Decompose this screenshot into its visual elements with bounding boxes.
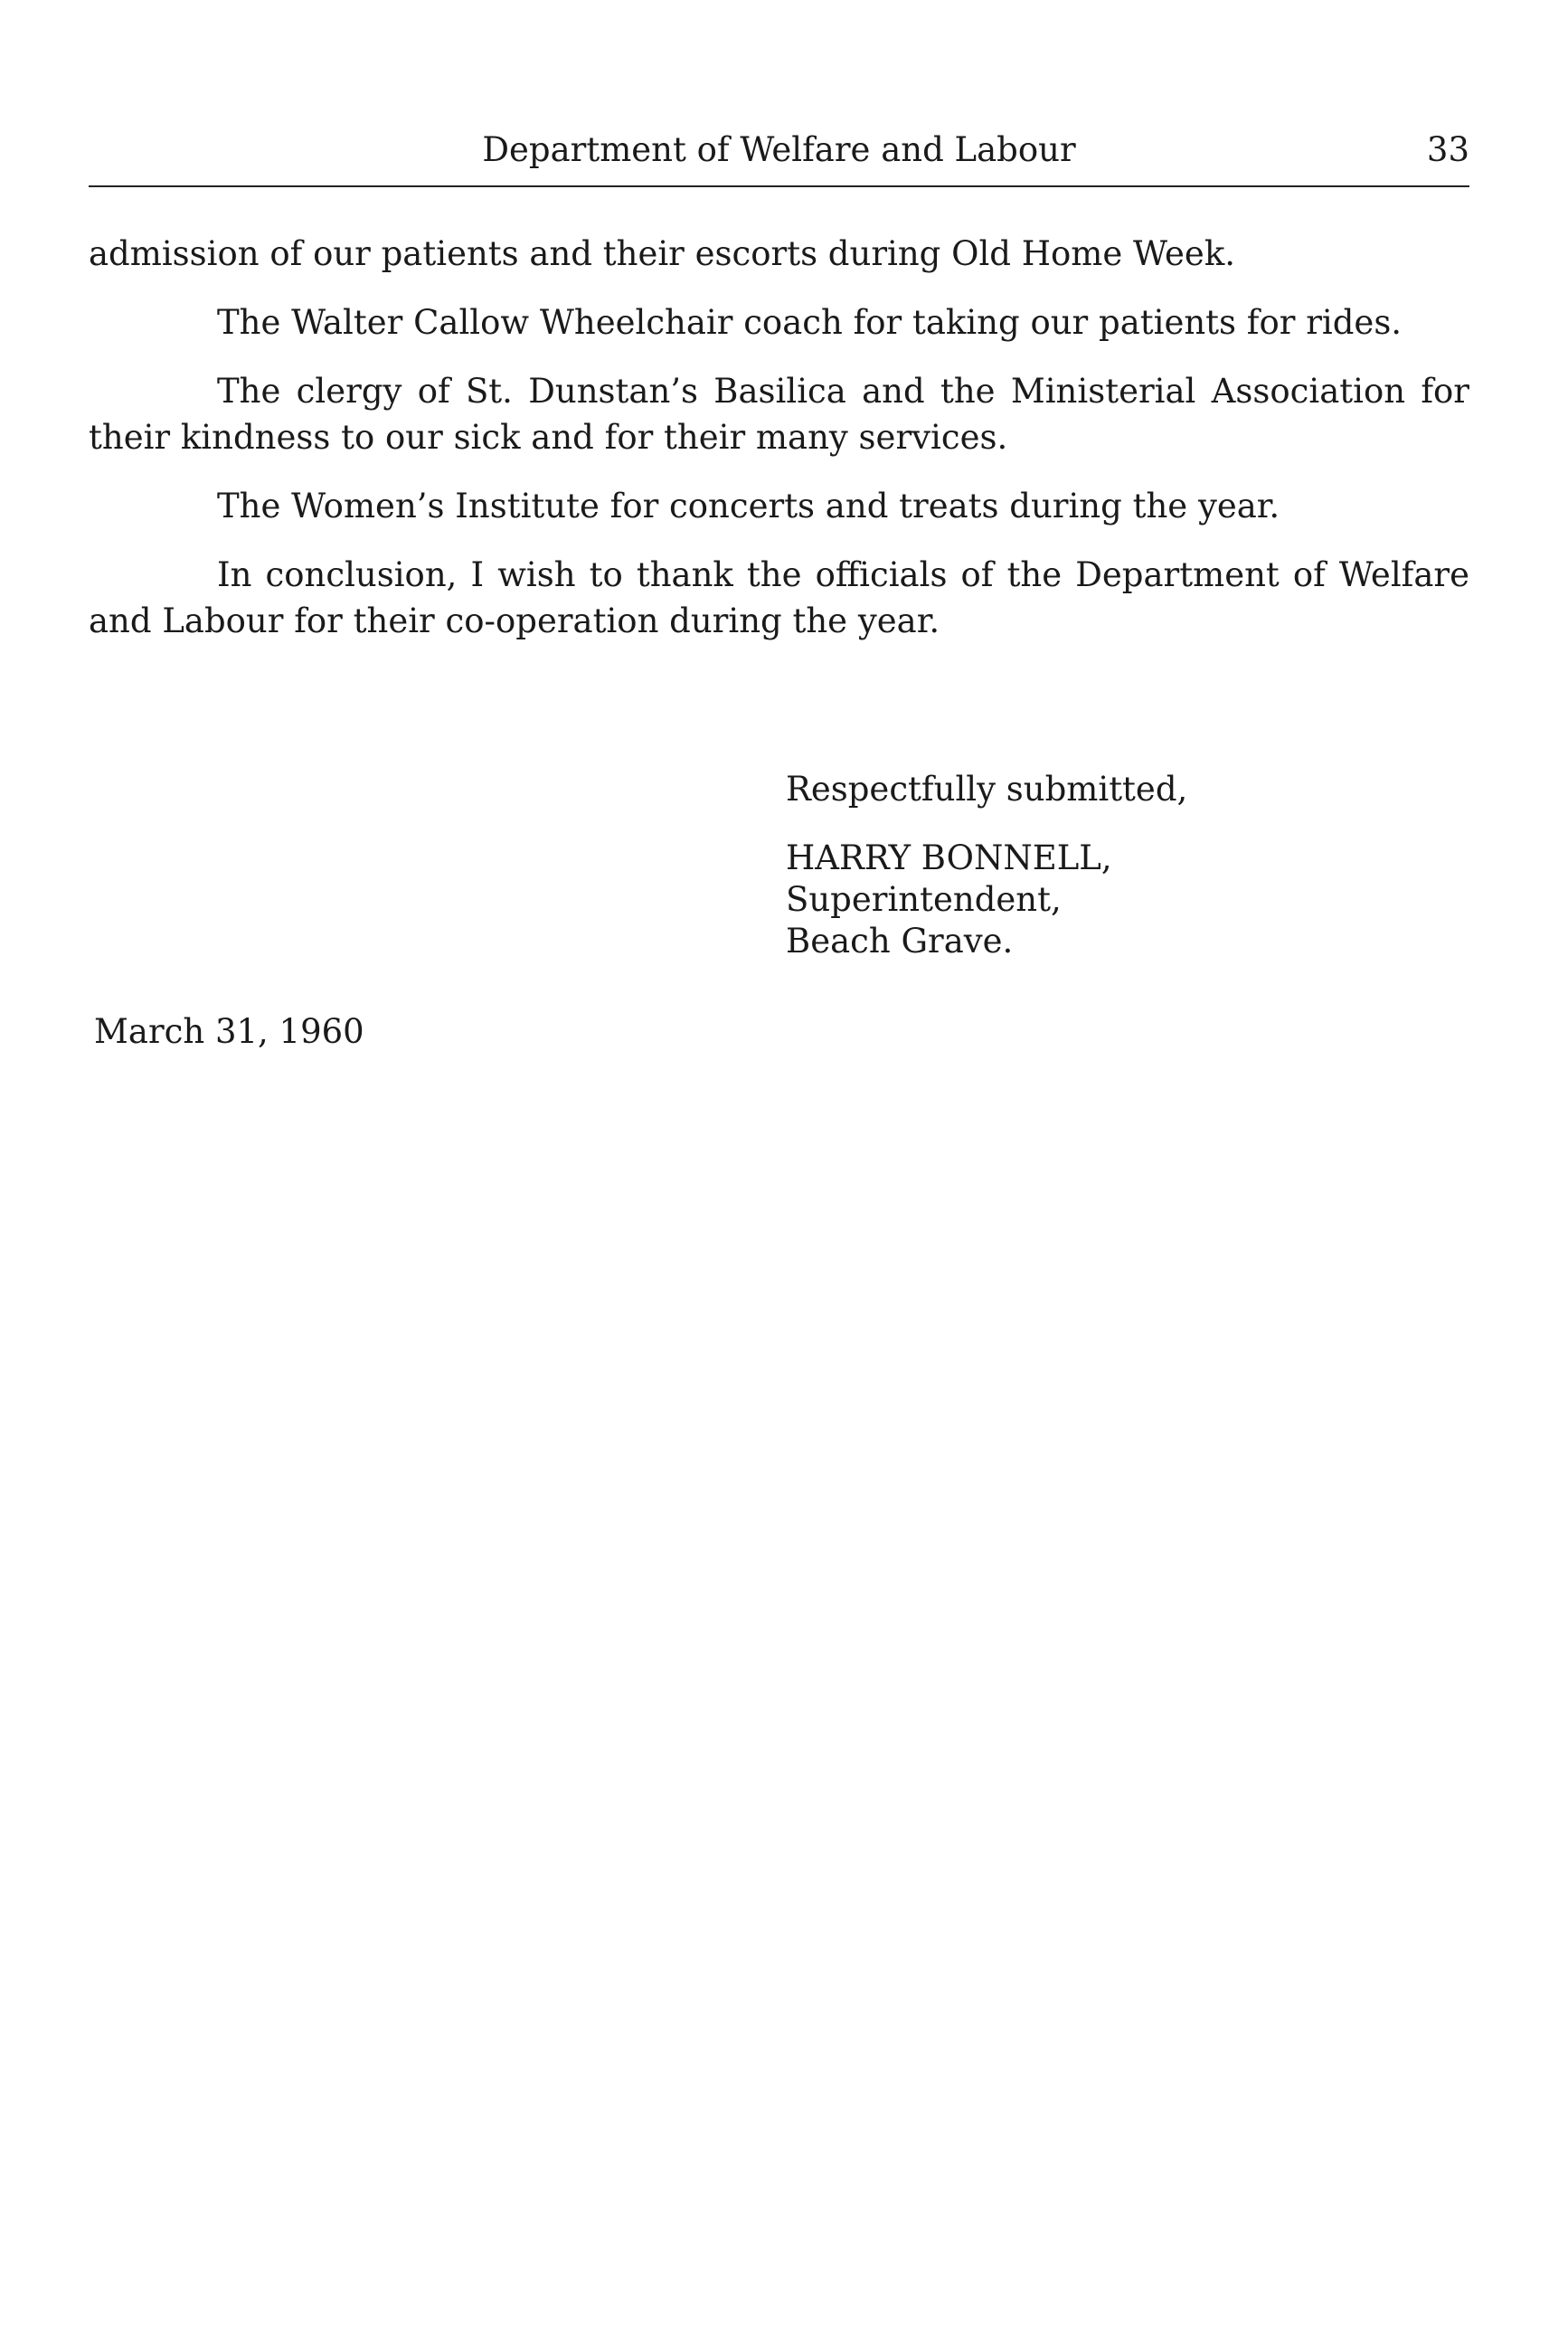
paragraph-conclusion: In conclusion, I wish to thank the officials of the Department of Welfare and Labour for their co-operation during the year. [89, 555, 1469, 640]
running-head [89, 123, 1469, 177]
signatory-place: Beach Grave. [786, 922, 1014, 961]
signature-closing: Respectfully submitted, [786, 770, 1188, 809]
header-rule [89, 185, 1469, 187]
paragraph-continued: admission of our patients and their escorts during Old Home Week. [89, 234, 1236, 273]
signature-block [786, 769, 1455, 962]
body-text [89, 231, 1469, 667]
paragraph-wheelchair-coach: The Walter Callow Wheelchair coach for taking our patients for rides. [217, 303, 1403, 342]
paragraph-womens-institute: The Women’s Institute for concerts and treats during the year. [217, 487, 1280, 525]
signatory-name: HARRY BONNELL, [786, 838, 1112, 877]
paragraph-clergy: The clergy of St. Dunstan’s Basilica and the Ministerial Association for their kindness to our sick and for their many services. [89, 372, 1469, 457]
signatory-title: Superintendent, [786, 880, 1062, 919]
running-title: Department of Welfare and Labour [482, 130, 1076, 169]
page-number: 33 [1426, 130, 1469, 169]
report-date: March 31, 1960 [94, 1012, 364, 1051]
